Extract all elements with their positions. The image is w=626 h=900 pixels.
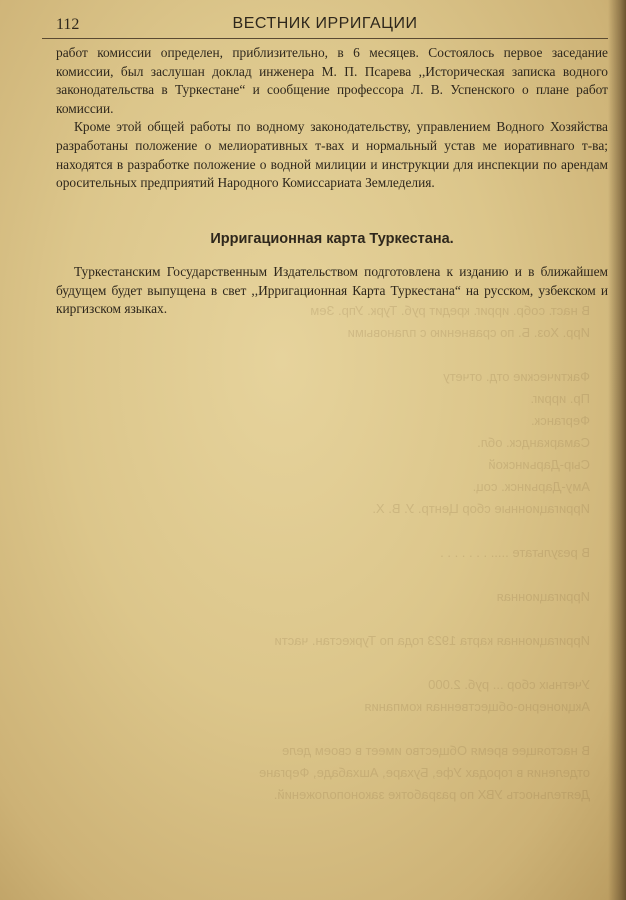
paragraph-water-law: Кроме этой общей работы по водному законодательству, управлением Водного Хозяйства разработаны положение о мелиоративных т-вах и нормальный устав ме иоративнаго т-ва; находятся в разработке положение о водной милиции и инструкции для инспекции по арендам оросительных предприятий Народного Комиссариата Земледелия.: [56, 119, 608, 191]
running-header: [42, 14, 608, 39]
paragraph-irrigation-map: Туркестанским Государственным Издательством подготовлена к изданию и в ближайшем будущем будет выпущена в свет ,,Ирригационная Карта Туркестана“ на русском, узбекском и киргизском языках.: [56, 264, 608, 317]
paragraph-commission: работ комиссии определен, приблизительно, в 6 месяцев. Состоялось первое заседание комиссии, был заслушан доклад инженера М. П. Псарева ,,Историческая записка водного законодательства в Туркестане“ и сообщение профессора Л. В. Успенского о плане работ комиссии.: [56, 45, 608, 116]
page-number: 112: [56, 16, 80, 33]
page-edge-shadow: [608, 0, 626, 900]
article-continuation: [56, 44, 608, 193]
journal-title: ВЕСТНИК ИРРИГАЦИИ: [232, 15, 418, 32]
show-through-text: В наст. собр. ирриг. кредит руб. Турк. Упр. Зем Ирр. Хоз. Б. по сравнению с плановыми Фактические отд. отчету Пр. ирриг. Ферганск. Самаркандск. обл. Сыр-Дарьинской Аму-Дарьинск. соц. Ирригационные сбор Центр. У. В. Х. В результате ..... . . . . . . . Ирригационная Ирригационная карта 1923 года по Туркестан. части Учетных сбор ... руб. 2.000 Акционерно-общественная компания В настоящее время Общество имеет в своем деле отделения в городах Уфе, Бухаре, Ашхабаде, Фергане Деятельность УВХ по разработке законоположений.: [258, 303, 590, 802]
section-text: [56, 263, 608, 319]
section-heading: Ирригационная карта Туркестана.: [210, 231, 454, 247]
